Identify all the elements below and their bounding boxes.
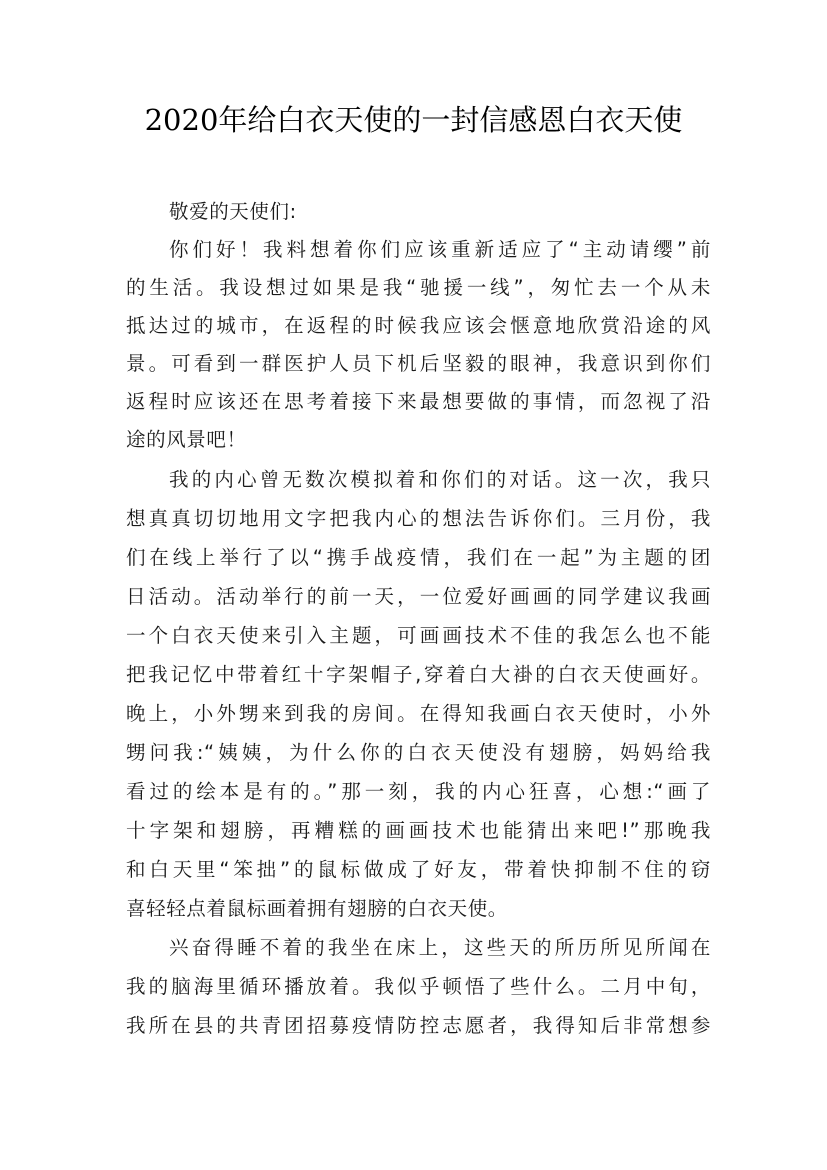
paragraph-line: 看过的绘本是有的。”那一刻，我的内心狂喜，心想:“画了 [126, 780, 711, 803]
paragraph-line: 我所在县的共青团招募疫情防控志愿者，我得知后非常想参 [126, 1014, 711, 1037]
paragraph-line: 抵达过的城市，在返程的时候我应该会惬意地欣赏沿途的风 [126, 314, 711, 337]
paragraph-line: 们在线上举行了以“携手战疫情，我们在一起”为主题的团 [126, 546, 711, 569]
paragraph-line: 兴奋得睡不着的我坐在床上，这些天的所历所见所闻在 [169, 936, 711, 959]
paragraph-line: 的生活。我设想过如果是我“驰援一线”，匆忙去一个从未 [126, 276, 711, 299]
paragraph-line: 十字架和翅膀，再糟糕的画画技术也能猜出来吧!”那晚我 [126, 819, 711, 842]
paragraph-line: 景。可看到一群医护人员下机后坚毅的眼神，我意识到你们 [126, 352, 711, 375]
document-body [126, 198, 711, 1048]
paragraph-line: 我的脑海里循环播放着。我似乎顿悟了些什么。二月中旬， [126, 975, 711, 998]
paragraph-line: 晚上，小外甥来到我的房间。在得知我画白衣天使时，小外 [126, 702, 711, 725]
paragraph-line: 和白天里“笨拙”的鼠标做成了好友，带着快抑制不住的窃 [126, 858, 711, 881]
salutation-line: 敬爱的天使们: [169, 200, 297, 223]
paragraph-line: 把我记忆中带着红十字架帽子,穿着白大褂的白衣天使画好。 [126, 663, 711, 686]
paragraph-line: 我的内心曾无数次模拟着和你们的对话。这一次，我只 [169, 468, 711, 491]
paragraph-line: 你们好！我料想着你们应该重新适应了“主动请缨”前 [169, 238, 711, 261]
paragraph-line: 途的风景吧！ [126, 428, 247, 451]
paragraph-line: 喜轻轻点着鼠标画着拥有翅膀的白衣天使。 [126, 897, 508, 920]
paragraph-line: 返程时应该还在思考着接下来最想要做的事情，而忽视了沿 [126, 390, 711, 413]
paragraph-line: 日活动。活动举行的前一天，一位爱好画画的同学建议我画 [126, 585, 711, 608]
document-title: 2020年给白衣天使的一封信感恩白衣天使 [144, 103, 683, 137]
paragraph-line: 想真真切切地用文字把我内心的想法告诉你们。三月份，我 [126, 507, 711, 530]
paragraph-line: 甥问我:“姨姨，为什么你的白衣天使没有翅膀，妈妈给我 [126, 741, 711, 764]
paragraph-line: 一个白衣天使来引入主题，可画画技术不佳的我怎么也不能 [126, 624, 711, 647]
